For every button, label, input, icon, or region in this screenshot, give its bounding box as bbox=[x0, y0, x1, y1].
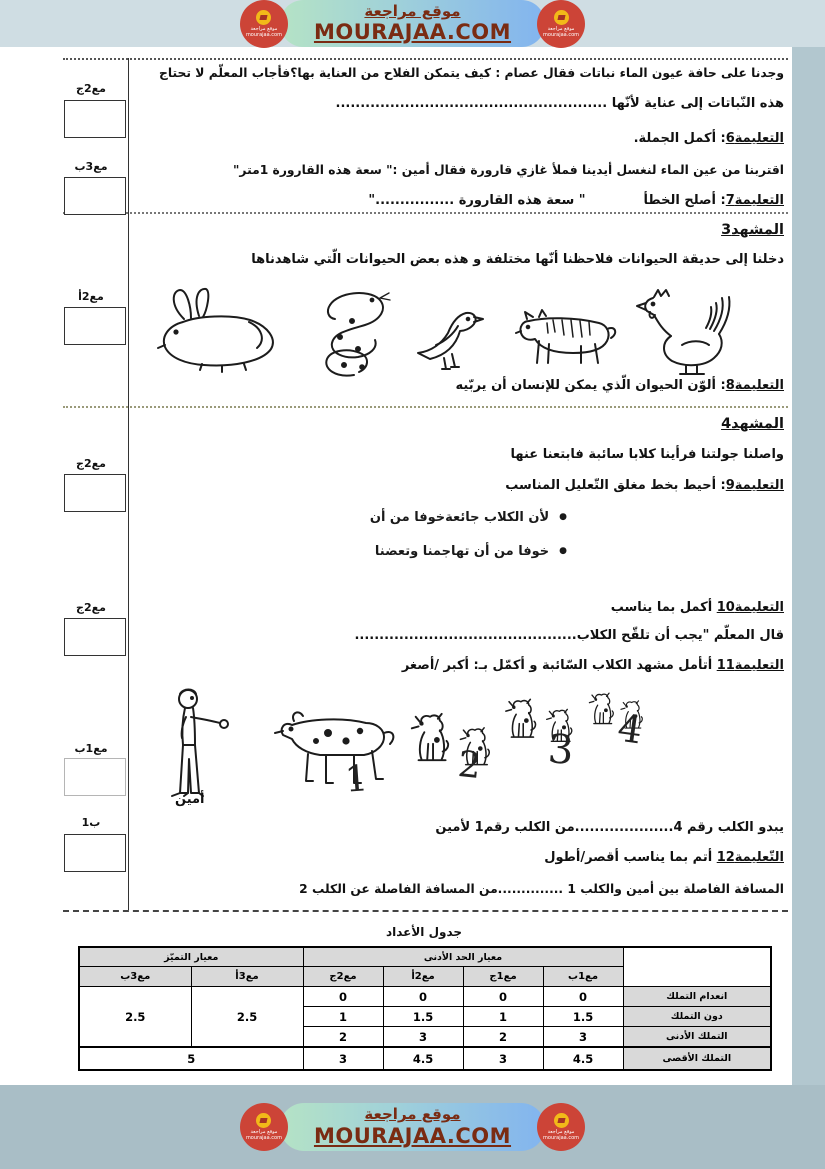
grades-table bbox=[78, 946, 772, 1071]
score-cell: 0 bbox=[383, 987, 463, 1007]
boy-figure bbox=[158, 687, 236, 809]
book-icon bbox=[554, 10, 569, 25]
worksheet-page bbox=[0, 47, 792, 1085]
pigeon-figure bbox=[408, 293, 488, 375]
score-box bbox=[64, 177, 126, 215]
justification-option-1: ● لأن الكلاب جائعةخوفا من أن bbox=[370, 510, 567, 525]
score-cell: 1.5 bbox=[543, 1007, 623, 1027]
dog-number-2: 2 bbox=[455, 743, 483, 788]
instruction-9-text: : أحيط بخط مغلق التّعليل المناسب bbox=[505, 478, 726, 493]
instruction-10-label: التعليمة10 bbox=[716, 600, 784, 615]
section-separator-3 bbox=[63, 910, 788, 912]
criterion-mark-label: مع2أ bbox=[78, 290, 104, 303]
column-header: مع2أ bbox=[383, 967, 463, 987]
score-cell: 2 bbox=[463, 1027, 543, 1048]
instruction-8-text: : ألوّن الحيوان الّذي يمكن للإنسان أن يربّيه bbox=[455, 378, 726, 393]
badge-text-en: mourajaa.com bbox=[245, 31, 282, 38]
score-cell: 3 bbox=[383, 1027, 463, 1048]
score-cell: 1 bbox=[463, 1007, 543, 1027]
instruction-11-text: أتأمل مشهد الكلاب السّائبة و أكمّل بـ: أكبر /أصغر bbox=[401, 658, 717, 673]
dog-number-4: 4 bbox=[615, 705, 646, 753]
table-row-max bbox=[79, 1047, 771, 1070]
site-name-domain[interactable]: MOURAJAA.COM bbox=[313, 20, 512, 45]
dog-comparison-line: يبدو الكلب رقم 4....................من الكلب رقم1 لأمين bbox=[435, 820, 784, 835]
badge-text-ar: موقع مراجعة bbox=[250, 25, 278, 32]
score-cell: 0 bbox=[303, 987, 383, 1007]
site-brand-link[interactable] bbox=[280, 0, 545, 47]
margin-divider-line bbox=[128, 58, 129, 910]
site-name-arabic[interactable]: موقع مراجعة bbox=[364, 1105, 461, 1124]
badge-text-ar: موقع مراجعة bbox=[250, 1129, 278, 1135]
score-box bbox=[64, 618, 126, 656]
instruction-12-text: أتم بما يناسب أقصر/أطول bbox=[544, 850, 717, 865]
score-cell: 0 bbox=[543, 987, 623, 1007]
dog-number-3: 3 bbox=[546, 726, 576, 774]
table-row bbox=[79, 987, 771, 1007]
brand-logo-badge bbox=[537, 0, 585, 48]
column-header: مع1ج bbox=[463, 967, 543, 987]
criterion-mark-label: مع2ج bbox=[76, 601, 106, 614]
book-icon bbox=[554, 1113, 569, 1128]
header-brand bbox=[245, 0, 580, 48]
tiger-figure bbox=[515, 299, 617, 371]
site-name-arabic[interactable]: موقع مراجعة bbox=[364, 1, 461, 20]
intro-line-2: هذه النّباتات إلى عناية لأنّها ....................................................... bbox=[335, 96, 784, 111]
badge-text-en: mourajaa.com bbox=[543, 1135, 580, 1141]
table-corner-cell bbox=[623, 947, 771, 987]
vaccinate-sentence: قال المعلّم "يجب أن تلقّح الكلاب............................................. bbox=[354, 628, 784, 643]
instruction-11-label: التعليمة11 bbox=[716, 658, 784, 673]
hen-figure bbox=[632, 285, 744, 377]
row-label: انعدام التملك bbox=[623, 987, 771, 1007]
instruction-6 bbox=[634, 131, 784, 146]
scene-4-title: المشهد4 bbox=[721, 416, 784, 432]
brand-logo-badge bbox=[537, 1103, 585, 1151]
instruction-7-label: التعليمة7 bbox=[725, 193, 784, 208]
badge-text-en: mourajaa.com bbox=[245, 1135, 282, 1141]
dog-number-1: 1 bbox=[343, 758, 370, 801]
score-cell: 1 bbox=[303, 1007, 383, 1027]
section-separator-2 bbox=[63, 406, 788, 408]
brand-logo-badge bbox=[240, 0, 288, 48]
score-cell: 3 bbox=[303, 1047, 383, 1070]
dog-2-figure bbox=[405, 709, 505, 787]
justification-option-2: ● خوفا من أن تهاجمنا وتعضنا bbox=[375, 544, 567, 559]
score-cell: 1.5 bbox=[383, 1007, 463, 1027]
row-label: التملك الأدنى bbox=[623, 1027, 771, 1048]
site-name-domain[interactable]: MOURAJAA.COM bbox=[313, 1123, 512, 1148]
instruction-10 bbox=[611, 600, 784, 615]
instruction-7 bbox=[368, 193, 784, 208]
row-label: دون التملك bbox=[623, 1007, 771, 1027]
badge-text-ar: موقع مراجعة bbox=[547, 25, 575, 32]
score-box bbox=[64, 834, 126, 872]
dog-1-figure bbox=[272, 697, 402, 789]
amin-caption: أمين bbox=[175, 792, 205, 807]
score-cell: 3 bbox=[463, 1047, 543, 1070]
excellence-total-cell: 5 bbox=[79, 1047, 303, 1070]
score-box bbox=[64, 474, 126, 512]
instruction-7-text: : أصلح الخطأ bbox=[643, 193, 726, 208]
instruction-10-text: أكمل بما يناسب bbox=[610, 600, 717, 615]
score-box bbox=[64, 307, 126, 345]
instruction-6-text: : أكمل الجملة. bbox=[633, 131, 726, 146]
distance-line: المسافة الفاصلة بين أمين والكلب 1 ..............من المسافة الفاصلة عن الكلب 2 bbox=[299, 882, 784, 896]
brand-logo-badge bbox=[240, 1103, 288, 1151]
instruction-12 bbox=[544, 850, 784, 865]
water-sentence: اقتربنا من عين الماء لنغسل أيدينا فملأ غازي قارورة فقال أمين :" سعة هذه القارورة 1متر" bbox=[233, 163, 784, 177]
score-cell: 4.5 bbox=[383, 1047, 463, 1070]
badge-text-ar: موقع مراجعة bbox=[547, 1129, 575, 1135]
intro-line-1: وجدنا على حافة عيون الماء نباتات فقال عصام : كيف يتمكن الفلاح من العناية بها؟فأجاب المعلّم لا تحتاج bbox=[159, 66, 784, 80]
scene-3-text: دخلنا إلى حديقة الحيوانات فلاحظنا أنّها مختلفة و هذه بعض الحيوانات الّتي شاهدناها bbox=[251, 252, 784, 267]
section-separator-1 bbox=[63, 212, 788, 214]
column-header: مع1ب bbox=[543, 967, 623, 987]
grades-table-title: جدول الأعداد bbox=[385, 925, 463, 939]
instruction-12-label: التّعليمة12 bbox=[716, 850, 784, 865]
excellence-score-cell: 2.5 bbox=[79, 987, 191, 1048]
snake-figure bbox=[300, 287, 404, 383]
excellence-group-header: معيار التميّز bbox=[79, 947, 303, 967]
instruction-9 bbox=[505, 478, 784, 493]
instruction-6-label: التعليمة6 bbox=[725, 131, 784, 146]
criterion-mark-label: مع3ب bbox=[74, 160, 108, 173]
score-cell: 0 bbox=[463, 987, 543, 1007]
instruction-8 bbox=[456, 378, 784, 393]
excellence-score-cell: 2.5 bbox=[191, 987, 303, 1048]
column-header: مع3ب bbox=[79, 967, 191, 987]
badge-text-en: mourajaa.com bbox=[543, 31, 580, 38]
instruction-9-label: التعليمة9 bbox=[725, 478, 784, 493]
scene-3-title: المشهد3 bbox=[721, 222, 784, 238]
criterion-mark-label: 1ب bbox=[81, 816, 101, 829]
page-top-dotted-rule bbox=[63, 58, 788, 60]
site-brand-link[interactable] bbox=[280, 1103, 545, 1150]
site-footer bbox=[0, 1085, 825, 1169]
min-criteria-group-header: معيار الحد الأدنى bbox=[303, 947, 623, 967]
book-icon bbox=[256, 10, 271, 25]
book-icon bbox=[256, 1113, 271, 1128]
column-header: مع2ج bbox=[303, 967, 383, 987]
instruction-8-label: التعليمة8 bbox=[725, 378, 784, 393]
score-cell: 3 bbox=[543, 1027, 623, 1048]
instruction-7-quote: " سعة هذه القارورة ................" bbox=[368, 193, 586, 208]
footer-brand bbox=[245, 1103, 580, 1151]
score-box bbox=[64, 758, 126, 796]
site-header bbox=[0, 0, 825, 47]
criterion-mark-label: مع2ج bbox=[76, 82, 106, 95]
score-box bbox=[64, 100, 126, 138]
score-cell: 4.5 bbox=[543, 1047, 623, 1070]
instruction-11 bbox=[402, 658, 784, 673]
column-header: مع3أ bbox=[191, 967, 303, 987]
rabbit-figure bbox=[150, 285, 290, 377]
dog-3-figure bbox=[500, 695, 588, 773]
criterion-mark-label: مع1ب bbox=[74, 742, 108, 755]
criterion-mark-label: مع2ج bbox=[76, 457, 106, 470]
row-label: التملك الأقصى bbox=[623, 1047, 771, 1070]
scene-4-text: واصلنا جولتنا فرأينا كلابا سائبة فابتعنا عنها bbox=[510, 447, 784, 462]
score-cell: 2 bbox=[303, 1027, 383, 1048]
